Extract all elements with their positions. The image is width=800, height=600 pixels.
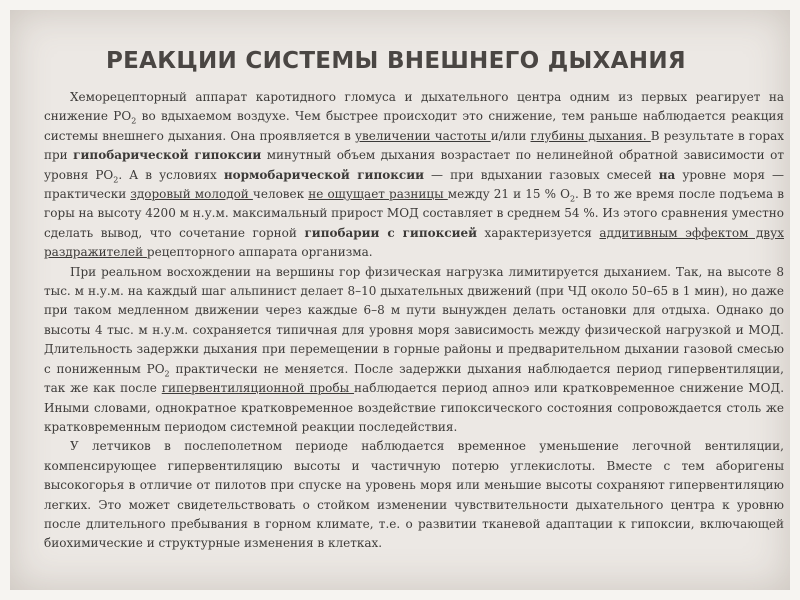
subscript: 2 — [164, 369, 170, 379]
underlined-term: не ощущает разницы — [308, 187, 448, 202]
text-run: В результате в горах при — [44, 128, 784, 163]
text-run: характеризуется — [477, 225, 600, 240]
text-run: . В то же время после подъема в горы на высоту 4200 м н.у.м. максимальный прирост МОД составляет в среднем 54 %. Из этого сравнения уместно сделать вывод, что сочетание горной — [44, 187, 785, 240]
text-run: уровне моря — практически — [44, 167, 785, 202]
subscript: 2 — [113, 175, 119, 185]
underlined-term: аддитивным эффектом двух раздражителей — [44, 225, 784, 260]
text-run: У летчиков в послеполетном периоде наблюдается временное уменьшение легочной вентиляции, компенсирующее гипервентиляцию высоты и частичную потерю углекислоты. Вместе с тем аборигены высокогорья в отличие от пилотов при спуске на уровень моря или меньшие высоты сохраняют гипервентиляцию легких. Это может свидетельствовать о стойком изменении чувствительности дыхательного центра к уровню после длительного пребывания в горном климате, т.е. о развитии тканевой адаптации к гипоксии, включающей биохимические и структурные изменения в клетках. — [44, 439, 784, 551]
bold-term: гипобарической гипоксии — [73, 148, 262, 163]
paragraph — [44, 437, 784, 553]
text-run: между 21 и 15 % О — [447, 187, 570, 202]
paragraph — [44, 88, 784, 263]
text-run: во вдыхаемом воздухе. Чем быстрее происходит это снижение, тем раньше наблюдается реакция системы внешнего дыхания. Она проявляется в — [44, 109, 784, 143]
text-run: Хеморецепторный аппарат каротидного гломуса и дыхательного центра одним из первых реагирует на снижение РО — [44, 90, 784, 124]
text-run: . А в условиях — [118, 167, 224, 182]
underlined-term: увеличении частоты — [354, 128, 491, 143]
subscript: 2 — [569, 194, 576, 204]
text-run: — при вдыхании газовых смесей — [424, 167, 659, 182]
bold-term: нормобарической гипоксии — [223, 167, 425, 182]
slide-title: РЕАКЦИИ СИСТЕМЫ ВНЕШНЕГО ДЫХАНИЯ — [106, 48, 686, 74]
text-run: практически не меняется. После задержки дыхания наблюдается период гипервентиляции, так же как после — [44, 361, 784, 396]
paragraph — [44, 263, 784, 438]
slide-body — [44, 88, 784, 554]
text-run: минутный объем дыхания возрастает по нелинейной обратной зависимости от уровня РО — [44, 148, 784, 182]
underlined-term: глубины дыхания. — [530, 128, 651, 143]
underlined-term: здоровый молодой — [130, 187, 253, 202]
text-run: и/или — [490, 128, 531, 143]
text-run: рецепторного аппарата организма. — [146, 245, 373, 260]
text-run: При реальном восхождении на вершины гор физическая нагрузка лимитируется дыханием. Так, на высоте 8 тыс. м н.у.м. на каждый шаг альпинист делает 8–10 дыхательных движений (при ЧД около 50–65 в 1 мин), но даже при таком медленном движении через каждые 6–8 м пути вынужден делать остановки для отдыха. Однако до высоты 4 тыс. м н.у.м. сохраняется типичная для уровня моря зависимость между физической нагрузкой и МОД. Длительность задержки дыхания при перемещении в горные районы и предварительном дыхании газовой смесью с пониженным РО — [44, 264, 784, 376]
text-run: наблюдается период апноэ или кратковременное снижение МОД. Иными словами, однократное кратковременное воздействие гипоксического состояния сопровождается столь же кратковременным периодом системной реакции последействия. — [44, 381, 785, 434]
text-run: человек — [252, 187, 309, 202]
bold-term: на — [658, 167, 676, 182]
subscript: 2 — [131, 116, 137, 126]
bold-term: гипобарии с гипоксией — [304, 225, 478, 240]
underlined-term: гипервентиляционной пробы — [161, 381, 355, 396]
